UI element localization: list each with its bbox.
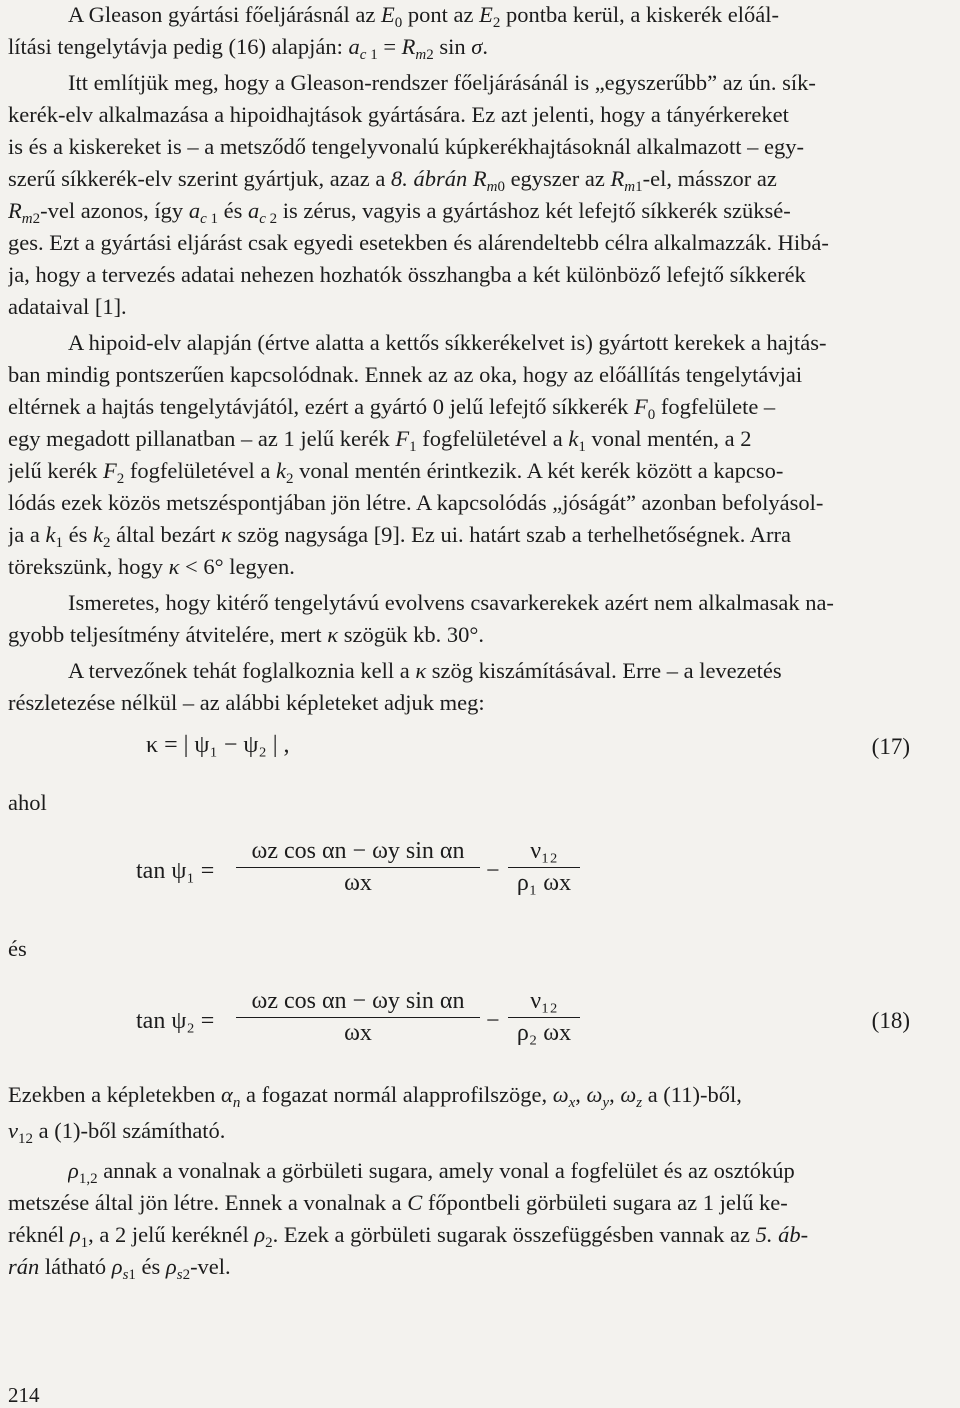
text-line-22: részletezése nélkül – az alábbi képleteket adjuk meg:: [8, 690, 485, 715]
text-line-8: ges. Ezt a gyártási eljárást csak egyedi esetekben és alárendeltebb célra alkalmazzák. Hibá-: [8, 230, 829, 255]
text-line-15: jelű kerék $F_2$ fogfelületével a $k_2$ vonal mentén érintkezik. A két kerék között a kapcso-: [8, 458, 784, 486]
label-ahol: ahol: [8, 790, 47, 815]
text-line-5: is és a kiskereket is – a metsződő tengelyvonalú kúpkerékhajtásoknál alkalmazott – egy-: [8, 134, 805, 159]
label-es: és: [8, 936, 27, 961]
fraction-1a: ωz cos αn − ωy sin αn ωx: [236, 838, 480, 897]
text-line-19: Ismeretes, hogy kitérő tengelytávú evolvens csavarkerekek azért nem alkalmasak na-: [68, 590, 834, 615]
text-line-20: gyobb teljesítmény átvitelére, mert κ szögük kb. 30°.: [8, 622, 484, 647]
fraction-2a: ωz cos αn − ωy sin αn ωx: [236, 988, 480, 1047]
text-line-1: A Gleason gyártási főeljárásnál az $E_0$ pont az $E_2$ pontba kerül, a kiskerék előál-: [68, 2, 780, 30]
tan-psi2-left: tan ψ₂ =: [136, 1008, 215, 1034]
text-line-26: metszése által jön létre. Ennek a vonalnak a C főpontbeli görbületi sugara az 1 jelű ke-: [8, 1190, 788, 1215]
text-line-4: kerék-elv alkalmazása a hipoidhajtások gyártására. Ez azt jelenti, hogy a tányérkereket: [8, 102, 789, 127]
text-line-2: lítási tengelytávja pedig (16) alapján: $a_{c 1} = R_{m2}$ sin σ.: [8, 34, 488, 62]
text-line-25: $\rho_{1,2}$ annak a vonalnak a görbületi sugara, amely vonal a fogfelület és az osztókúp: [68, 1158, 795, 1186]
text-line-23: Ezekben a képletekben $\alpha_n$ a fogazat normál alapprofilszöge, $\omega_x$, $\omega_y$, $\omega_z$ a (11)-ből,: [8, 1082, 742, 1110]
fraction-2b: ν₁₂ ρ₂ ωx: [508, 988, 580, 1047]
minus-sign-1: −: [486, 858, 500, 884]
text-line-9: ja, hogy a tervezés adatai nehezen hozhatók összhangba a két különböző lefejtő síkkerék: [8, 262, 806, 287]
text-line-7: $R_{m2}$-vel azonos, így $a_{c 1}$ és $a_{c 2}$ is zérus, vagyis a gyártáshoz két lefejtő síkkerék szüksé-: [8, 198, 791, 226]
text-line-28: rán látható $\rho_{s1}$ és $\rho_{s2}$-vel.: [8, 1254, 231, 1282]
text-line-16: lódás ezek közös metszéspontjában jön létre. A kapcsolódás „jóságát” azonban befolyásol-: [8, 490, 824, 515]
tan-psi1-left: tan ψ₁ =: [136, 858, 215, 884]
text-line-18: törekszünk, hogy κ < 6° legyen.: [8, 554, 295, 579]
text-line-17: ja a $k_1$ és $k_2$ által bezárt κ szög nagysága [9]. Ez ui. határt szab a terhelhetőségnek. Arra: [8, 522, 792, 550]
text-line-12: ban mindig pontszerűen kapcsolódnak. Ennek az az oka, hogy az előállítás tengelytávjai: [8, 362, 803, 387]
text-line-3: Itt említjük meg, hogy a Gleason-rendszer főeljárásánál is „egyszerűbb” az ún. sík-: [68, 70, 816, 95]
equation-number-17: (17): [871, 734, 910, 759]
text-line-13: eltérnek a hajtás tengelytávjától, ezért a gyártó 0 jelű lefejtő síkkerék $F_0$ fogfelülete –: [8, 394, 776, 422]
text-line-6: szerű síkkerék-elv szerint gyártjuk, azaz a 8. ábrán $R_{m0}$ egyszer az $R_{m1}-el$, másszor az: [8, 166, 777, 194]
text-line-24: $\nu_{12}$ a (1)-ből számítható.: [8, 1118, 226, 1146]
page-number: 214: [8, 1383, 40, 1407]
text-line-10: adataival [1].: [8, 294, 127, 319]
fraction-1b: ν₁₂ ρ₁ ωx: [508, 838, 580, 897]
equation-17: κ = | ψ₁ − ψ₂ | ,: [146, 732, 290, 758]
text-line-14: egy megadott pillanatban – az 1 jelű kerék $F_1$ fogfelületével a $k_1$ vonal mentén, a 2: [8, 426, 752, 454]
text-line-11: A hipoid-elv alapján (értve alatta a kettős síkkerékelvet is) gyártott kerekek a hajtás-: [68, 330, 827, 355]
minus-sign-2: −: [486, 1008, 500, 1034]
text-line-27: réknél $\rho_1$, a 2 jelű keréknél $\rho_2$. Ezek a görbületi sugarak összefüggésben vannak az 5. áb-: [8, 1222, 809, 1250]
text-line-21: A tervezőnek tehát foglalkoznia kell a κ szög kiszámításával. Erre – a levezetés: [68, 658, 782, 683]
equation-number-18: (18): [871, 1008, 910, 1033]
